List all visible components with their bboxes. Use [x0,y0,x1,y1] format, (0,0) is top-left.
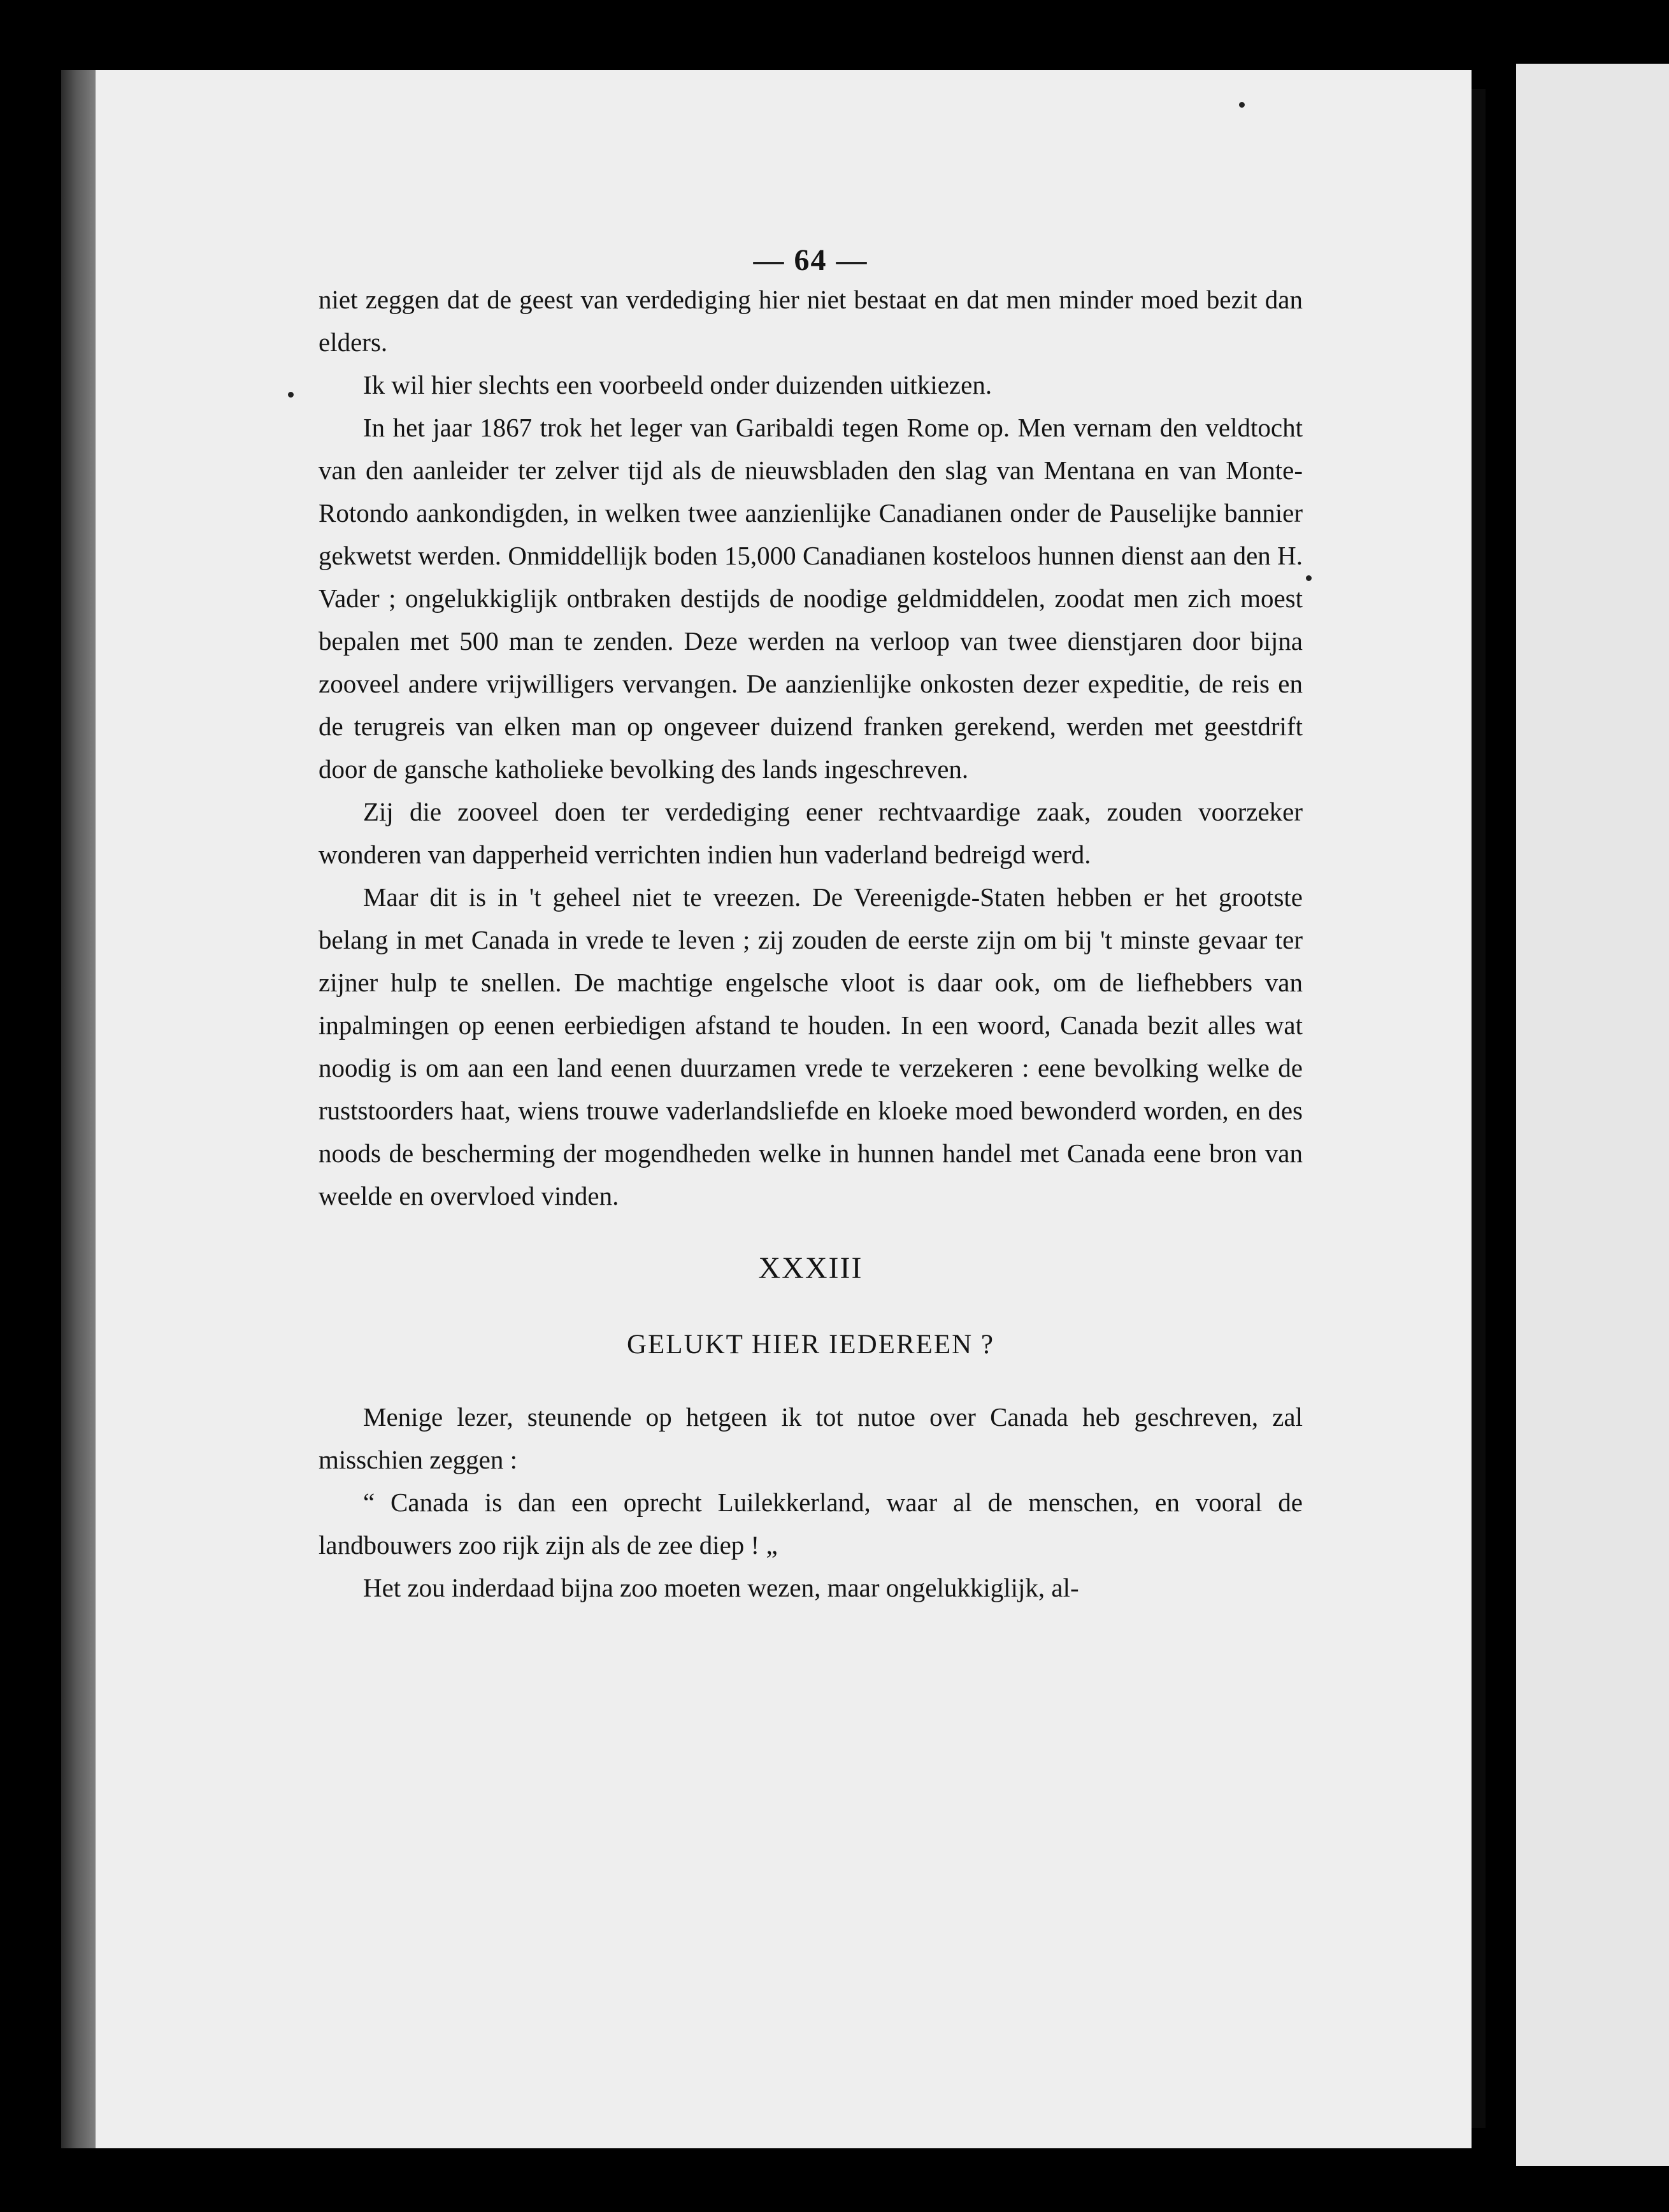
quote-paragraph: “ Canada is dan een oprecht Luilekkerland, waar al de menschen, en vooral de landbouwers zoo rijk zijn als de zee diep ! „ [319,1488,1303,1560]
paragraph-continuation: niet zeggen dat de geest van verdediging hier niet bestaat en dat men minder moed bezit dan elders. [319,285,1303,357]
ink-speck [1306,575,1312,581]
page-text [319,239,1303,1609]
paragraph: Ik wil hier slechts een voorbeeld onder duizenden uitkiezen. [363,370,992,399]
paragraph: Het zou inderdaad bijna zoo moeten wezen, maar ongelukkiglijk, al- [363,1573,1079,1602]
paragraph: Menige lezer, steunende op hetgeen ik tot nutoe over Canada heb geschreven, zal misschien zeggen : [319,1402,1303,1474]
book-spine [61,70,101,2148]
ink-speck [1239,102,1245,108]
paragraph: Maar dit is in 't geheel niet te vreezen. De Vereenigde-Staten hebben er het grootste belang in met Canada in vrede te leven ; zij zouden de eerste zijn om bij 't minste gevaar ter zijner hulp te snellen. De machtige engelsche vloot is daar ook, om de liefhebbers van inpalmingen op eenen eerbiedigen afstand te houden. In een woord, Canada bezit alles wat noodig is om aan een land eenen duurzamen vrede te verzekeren : eene bevolking welke de ruststoorders haat, wiens trouwe vaderlandsliefde en kloeke moed bewonderd worden, en des noods de bescherming der mogendheden welke in hunnen handel met Canada eene bron van weelde en overvloed vinden. [319,882,1303,1210]
adjacent-page [1516,64,1669,2166]
chapter-title: GELUKT HIER IEDEREEN ? [626,1330,994,1360]
paragraph: Zij die zooveel doen ter verdediging eener rechtvaardige zaak, zouden voorzeker wonderen van dapperheid verrichten indien hun vaderland bedreigd werd. [319,797,1303,869]
chapter-number: XXXIII [758,1251,863,1285]
paragraph: In het jaar 1867 trok het leger van Garibaldi tegen Rome op. Men vernam den veldtocht van den aanleider ter zelver tijd als de nieuwsbladen den slag van Mentana en van Monte-Rotondo aankondigden, in welken twee aanzienlijke Canadianen onder de Pauselijke bannier gekwetst werden. Onmiddellijk boden 15,000 Canadianen kosteloos hunnen dienst aan den H. Vader ; ongelukkiglijk ontbraken destijds de noodige geldmiddelen, zoodat men zich moest bepalen met 500 man te zenden. Deze werden na verloop van twee dienstjaren door bijna zooveel andere vrijwilligers vervangen. De aanzienlijke onkosten dezer expeditie, de reis en de terugreis van elken man op ongeveer duizend franken gerekend, werden met geestdrift door de gansche katholieke bevolking des lands ingeschreven. [319,413,1303,784]
page-number: — 64 — [753,243,868,277]
ink-speck [288,392,294,398]
page-gutter-shadow [1472,89,1486,2128]
